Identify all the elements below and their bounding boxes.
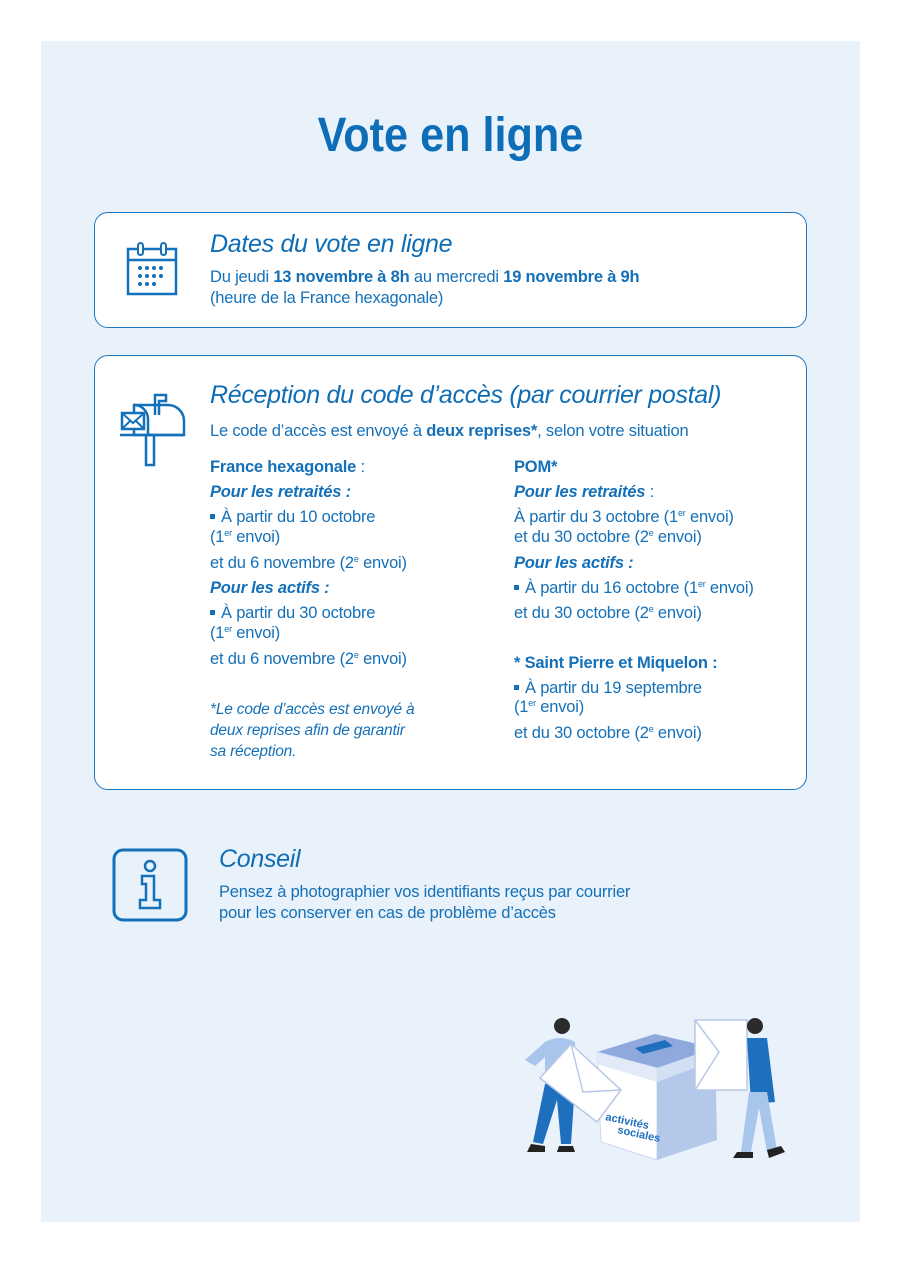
text-segment: France hexagonale bbox=[210, 458, 357, 476]
text-segment: À partir du 10 octobre bbox=[221, 508, 376, 526]
footnote-line: deux reprises afin de garantir bbox=[210, 722, 405, 739]
schedule-line bbox=[514, 604, 702, 623]
text-segment: Pour les retraités bbox=[514, 483, 646, 501]
text-segment: deux reprises* bbox=[426, 422, 538, 440]
text-segment: À partir du 16 octobre (1 bbox=[525, 579, 698, 597]
page-title: Vote en ligne bbox=[317, 109, 584, 162]
schedule-line bbox=[514, 458, 557, 477]
text-segment: À partir du 19 septembre bbox=[525, 679, 702, 697]
superscript: er bbox=[697, 579, 706, 589]
schedule-line bbox=[514, 554, 633, 573]
info-icon bbox=[112, 848, 188, 922]
dates-range bbox=[210, 268, 639, 287]
text-segment: et du 30 octobre (2 bbox=[514, 724, 649, 742]
schedule-line bbox=[210, 483, 351, 502]
mailbox-icon bbox=[120, 393, 186, 467]
schedule-line bbox=[514, 579, 754, 598]
schedule-line bbox=[210, 554, 407, 573]
footnote-line: *Le code d’accès est envoyé à bbox=[210, 701, 415, 718]
schedule-line bbox=[210, 528, 280, 547]
text-segment: POM* bbox=[514, 458, 558, 476]
schedule-line bbox=[514, 724, 702, 743]
text-segment: À partir du 3 octobre (1 bbox=[514, 508, 678, 526]
ballot-box-illustration bbox=[505, 1012, 795, 1167]
reception-heading: Réception du code d’accès (par courrier postal) bbox=[210, 381, 722, 409]
superscript: er bbox=[224, 528, 232, 538]
superscript: e bbox=[648, 528, 654, 538]
schedule-line bbox=[514, 654, 717, 673]
text-segment: , selon votre situation bbox=[537, 422, 689, 440]
dates-heading: Dates du vote en ligne bbox=[210, 230, 453, 258]
text-segment: Le code d’accès est envoyé à bbox=[210, 422, 427, 440]
text-segment: envoi) bbox=[653, 604, 702, 622]
bullet-icon bbox=[210, 610, 215, 615]
text-segment: envoi) bbox=[705, 579, 754, 597]
text-segment: Pour les actifs : bbox=[210, 579, 330, 597]
superscript: e bbox=[353, 650, 359, 660]
superscript: e bbox=[353, 554, 359, 564]
schedule-line bbox=[514, 698, 584, 717]
conseil-line-1: Pensez à photographier vos identifiants reçus par courrier bbox=[219, 883, 631, 901]
text-segment: Pour les retraités : bbox=[210, 483, 351, 501]
superscript: e bbox=[648, 724, 654, 734]
text-segment: et du 30 octobre (2 bbox=[514, 604, 649, 622]
schedule-line bbox=[210, 579, 329, 598]
schedule-line bbox=[210, 508, 375, 527]
dates-timezone: (heure de la France hexagonale) bbox=[210, 289, 444, 307]
bullet-icon bbox=[514, 585, 519, 590]
conseil-line-2: pour les conserver en cas de problème d’accès bbox=[219, 904, 556, 922]
text-segment: envoi) bbox=[358, 650, 407, 668]
schedule-line bbox=[514, 679, 702, 698]
svg-text:activités: activités bbox=[604, 1111, 650, 1133]
text-segment: envoi) bbox=[231, 624, 281, 642]
superscript: e bbox=[648, 604, 654, 614]
text-segment: : bbox=[356, 458, 365, 476]
calendar-icon bbox=[126, 240, 180, 296]
bullet-icon bbox=[210, 514, 215, 519]
text-segment: (1 bbox=[514, 698, 529, 716]
reception-intro bbox=[210, 422, 688, 441]
schedule-line bbox=[210, 624, 280, 643]
text-segment: envoi) bbox=[358, 554, 407, 572]
text-segment: envoi) bbox=[535, 698, 585, 716]
text-segment: et du 6 novembre (2 bbox=[210, 650, 354, 668]
text-segment: envoi) bbox=[653, 724, 702, 742]
text-segment: Du jeudi bbox=[210, 268, 274, 286]
text-segment: et du 6 novembre (2 bbox=[210, 554, 354, 572]
text-segment: envoi) bbox=[685, 508, 734, 526]
text-segment: (1 bbox=[210, 624, 225, 642]
text-segment: au mercredi bbox=[409, 268, 504, 286]
schedule-line bbox=[210, 458, 365, 477]
text-segment: : bbox=[645, 483, 654, 501]
text-segment: envoi) bbox=[653, 528, 702, 546]
schedule-line bbox=[210, 650, 407, 669]
text-segment: À partir du 30 octobre bbox=[221, 604, 376, 622]
text-segment: * Saint Pierre et Miquelon : bbox=[514, 654, 718, 672]
text-segment: (1 bbox=[210, 528, 225, 546]
text-segment: 19 novembre à 9h bbox=[503, 268, 640, 286]
schedule-line bbox=[514, 483, 654, 502]
footnote-line: sa réception. bbox=[210, 743, 297, 760]
text-segment: Pour les actifs : bbox=[514, 554, 634, 572]
svg-text:sociales: sociales bbox=[616, 1124, 662, 1145]
conseil-heading: Conseil bbox=[219, 845, 301, 873]
text-segment: envoi) bbox=[231, 528, 281, 546]
schedule-line bbox=[514, 508, 734, 527]
bullet-icon bbox=[514, 685, 519, 690]
superscript: er bbox=[528, 698, 536, 708]
superscript: er bbox=[677, 508, 686, 518]
schedule-line bbox=[210, 604, 375, 623]
text-segment: et du 30 octobre (2 bbox=[514, 528, 649, 546]
superscript: er bbox=[224, 624, 232, 634]
text-segment: 13 novembre à 8h bbox=[273, 268, 410, 286]
schedule-line bbox=[514, 528, 702, 547]
